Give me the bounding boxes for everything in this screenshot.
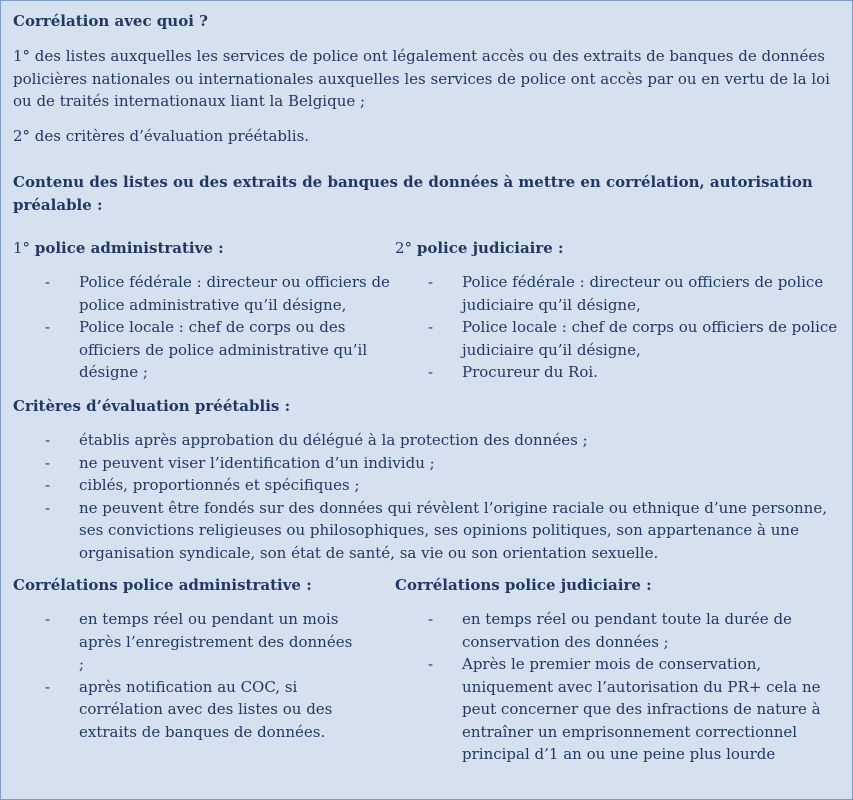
judicial-authorization-list xyxy=(428,271,843,384)
list-item: - en temps réel ou pendant toute la durée de conservation des données ; xyxy=(428,610,792,651)
admin-correlations-heading: Corrélations police administrative : xyxy=(13,576,312,594)
list-item: - ne peuvent être fondés sur des données qui révèlent l’origine raciale ou ethnique d’une personne, ses convictions religieuses ou philosophiques, ses opinions politiques, son appartenance à une organisation syndicale, son état de santé, sa vie ou son orientation sexuelle. xyxy=(45,498,827,562)
admin-authorization-list xyxy=(45,271,390,384)
list-item: - après notification au COC, si corrélation avec des listes ou des extraits de banques de données. xyxy=(45,677,333,741)
intro-heading: Corrélation avec quoi ? xyxy=(13,12,208,30)
list-item: - ne peuvent viser l’identification d’un individu ; xyxy=(45,452,843,475)
dash-icon: - xyxy=(45,677,51,696)
admin-title-text: police administrative : xyxy=(34,239,224,257)
list-item: - Après le premier mois de conservation, uniquement avec l’autorisation du PR+ cela ne peut concerner que des infractions de nature à entraîner un emprisonnement correctionnel principal d’1 an ou une peine plus lourde xyxy=(428,655,821,763)
list-item: - établis après approbation du délégué à la protection des données ; xyxy=(45,429,843,452)
judicial-correlations-list xyxy=(428,608,838,766)
admin-correlations-list xyxy=(45,608,355,743)
dash-icon: - xyxy=(45,498,51,517)
contents-heading: Contenu des listes ou des extraits de banques de données à mettre en corrélation, autorisation préalable : xyxy=(13,173,813,214)
dash-icon: - xyxy=(45,318,51,336)
list-item: - Police fédérale : directeur ou officiers de police judiciaire qu’il désigne, xyxy=(428,273,824,314)
dash-icon: - xyxy=(428,655,434,673)
dash-icon: - xyxy=(428,273,434,291)
judicial-number: 2° xyxy=(395,239,413,257)
dash-icon: - xyxy=(45,453,51,472)
criteria-heading: Critères d’évaluation préétablis : xyxy=(13,397,291,415)
dash-icon: - xyxy=(428,318,434,336)
dash-icon: - xyxy=(45,610,51,628)
dash-icon: - xyxy=(45,273,51,291)
intro-point-1: 1° des listes auxquelles les services de police ont légalement accès ou des extraits de banques de données policières nationales ou internationales auxquelles les services de police ont accès par ou en vertu de la loi ou de traités internationaux liant la Belgique ; xyxy=(13,47,830,110)
list-item: - Police locale : chef de corps ou des officiers de police administrative qu’il désigne ; xyxy=(45,318,368,381)
list-item: - en temps réel ou pendant un mois après l’enregistrement des données ; xyxy=(45,610,353,673)
list-item: - Police locale : chef de corps ou officiers de police judiciaire qu’il désigne, xyxy=(428,318,838,359)
judicial-correlations-heading: Corrélations police judiciaire : xyxy=(395,576,652,594)
dash-icon: - xyxy=(428,363,434,381)
list-item: - Police fédérale : directeur ou officiers de police administrative qu’il désigne, xyxy=(45,273,390,314)
intro-point-2: 2° des critères d’évaluation préétablis. xyxy=(13,127,310,145)
list-item: - Procureur du Roi. xyxy=(428,361,843,384)
dash-icon: - xyxy=(428,610,434,628)
dash-icon: - xyxy=(45,431,51,449)
admin-number: 1° xyxy=(13,239,31,257)
dash-icon: - xyxy=(45,476,51,494)
criteria-list xyxy=(45,429,843,564)
judicial-title xyxy=(395,237,564,260)
admin-title xyxy=(13,237,224,260)
list-item: - ciblés, proportionnés et spécifiques ; xyxy=(45,474,843,497)
judicial-title-text: police judiciaire : xyxy=(416,239,564,257)
